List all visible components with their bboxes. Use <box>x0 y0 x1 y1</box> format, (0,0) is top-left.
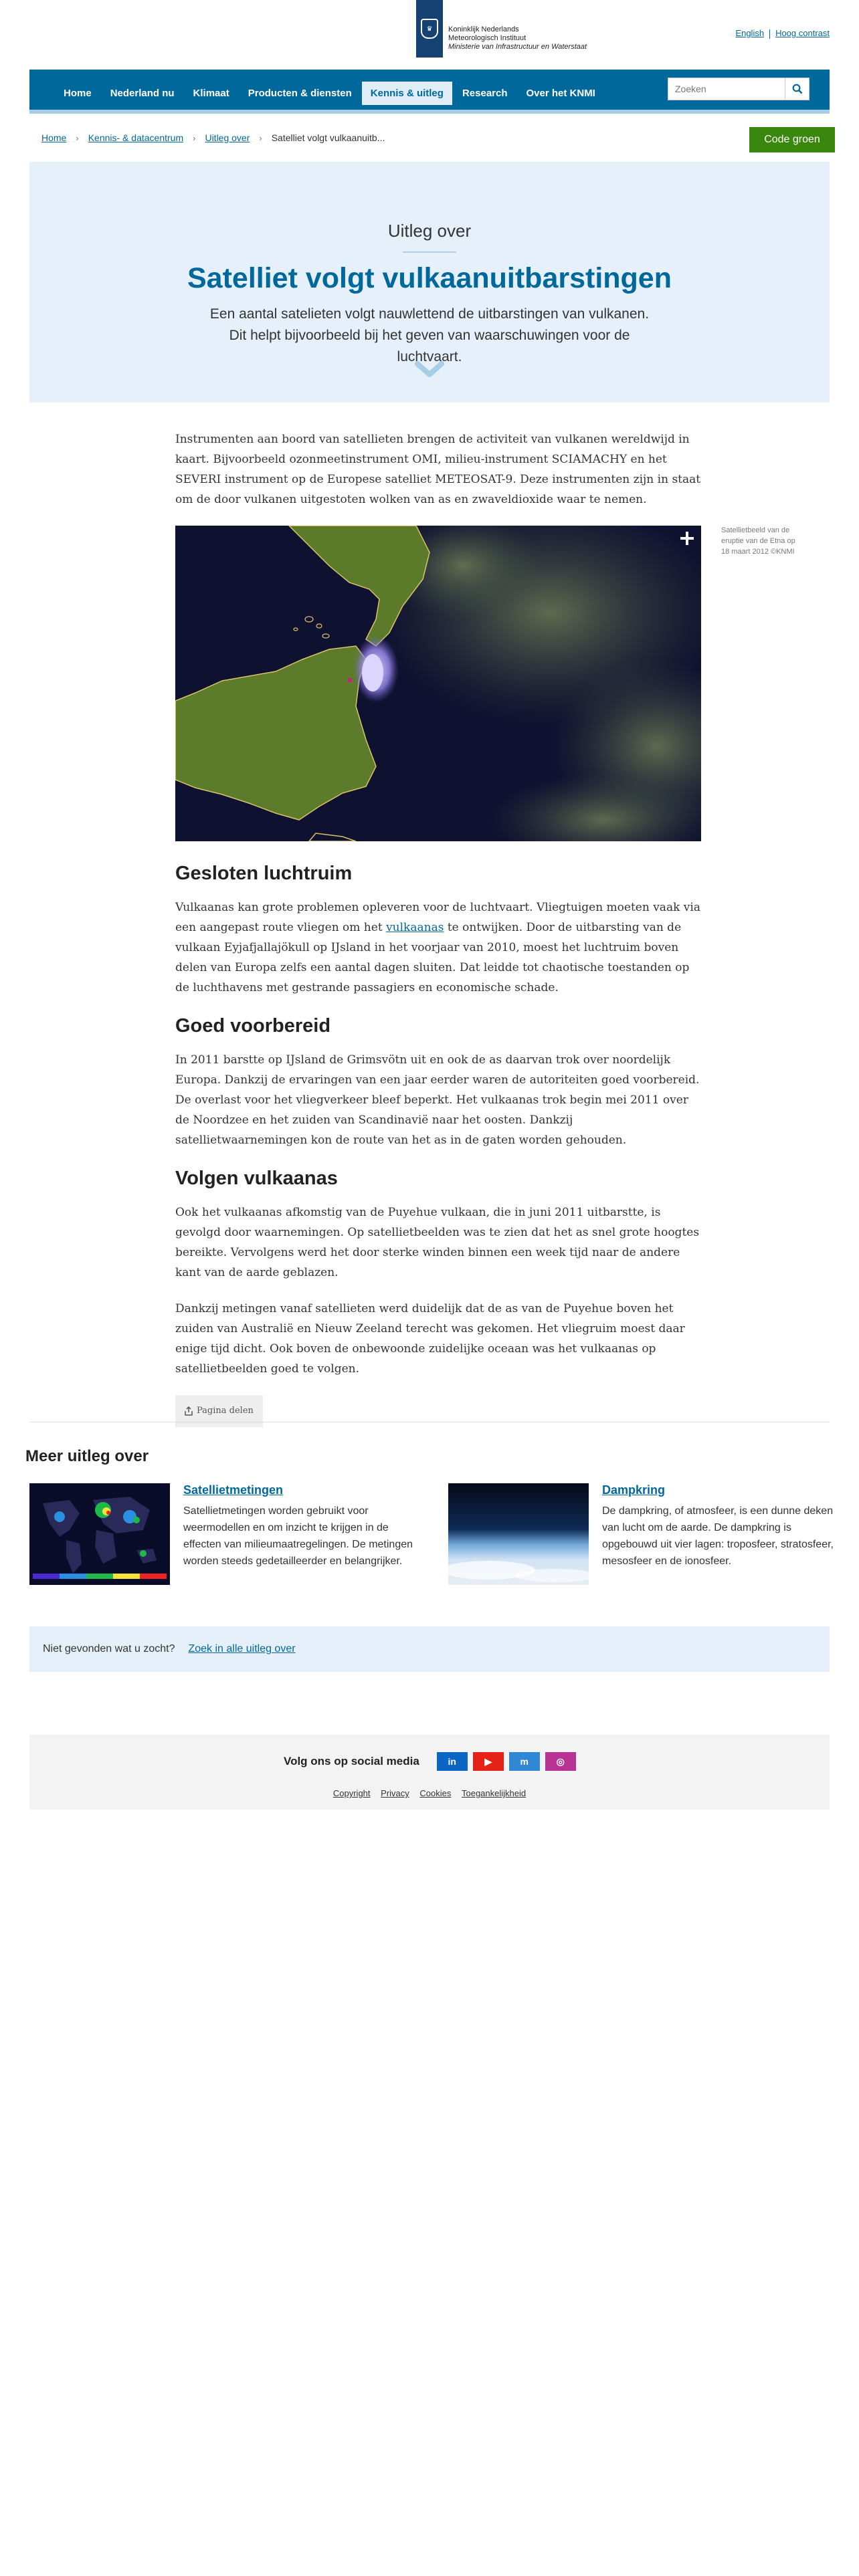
hero-divider <box>403 251 456 253</box>
atmosphere-thumbnail <box>448 1483 589 1585</box>
logo-emblem <box>416 0 443 58</box>
zoom-plus-icon[interactable] <box>678 530 696 547</box>
related-title: Meer uitleg over <box>25 1447 149 1465</box>
logo-text <box>448 25 587 51</box>
hero <box>29 162 830 403</box>
nav-item-producten[interactable]: Producten & diensten <box>248 88 352 99</box>
weather-code-button[interactable]: Code groen <box>749 127 835 152</box>
paragraph-text: te ontwijken. Door de uitbarsting van de vulkaan Eyjafjallajökull op IJsland in het voorjaar van 2010, moest het luchtruim boven delen van Europa zelfs een aantal dagen sluiten. Dat leidde tot chaotische toestanden op de luchthavens met gestrande passagiers en economische schade. <box>175 921 690 994</box>
vulkaanas-link[interactable]: vulkaanas <box>386 921 444 934</box>
knmi-logo[interactable] <box>416 0 587 58</box>
page-title: Satelliet volgt vulkaanuitbarstingen <box>187 262 672 294</box>
article-paragraph: In 2011 barstte op IJsland de Grimsvötn uit en ook de as daarvan trok over noordelijk Europa. Dankzij de ervaringen van een jaar eerder waren de autoriteiten goed voorbereid. De overlast voor het vliegverkeer bleef beperkt. Het vulkaanas trok begin mei 2011 over de Noordzee en het zuiden van Scandinavië naar het oosten. Dankzij satellietwaarnemingen kon de route van het as in de gaten worden gehouden. <box>175 1053 700 1147</box>
breadcrumb-home[interactable]: Home <box>41 132 67 143</box>
footer-link-toegankelijkheid[interactable]: Toegankelijkheid <box>461 1788 527 1798</box>
chevron-down-icon[interactable] <box>413 360 446 380</box>
main-navigation <box>29 70 830 114</box>
breadcrumb-uitleg[interactable]: Uitleg over <box>205 132 250 143</box>
chevron-right-icon: › <box>76 132 79 143</box>
card-link[interactable]: Satellietmetingen <box>183 1483 284 1497</box>
heading-volgen-vulkaanas: Volgen vulkaanas <box>175 1168 338 1189</box>
chevron-right-icon: › <box>259 132 262 143</box>
card-title <box>183 1483 417 1497</box>
paragraph-text: Vulkaanas kan grote problemen opleveren voor de luchtvaart. Vliegtuigen moeten vaak via een aangepast route vliegen om het <box>175 901 700 934</box>
world-map-thumbnail <box>29 1483 170 1585</box>
article <box>175 429 701 1427</box>
footer <box>29 1735 830 1810</box>
heading-gesloten-luchtruim: Gesloten luchtruim <box>175 863 353 884</box>
card-body <box>602 1483 836 1570</box>
social-label: Volg ons op social media <box>284 1755 419 1767</box>
crest-icon: ♛ <box>421 19 438 39</box>
image-caption: Satellietbeeld van de eruptie van de Etna op 18 maart 2012 ©KNMI <box>721 526 795 556</box>
top-bar <box>0 0 859 67</box>
card-text: Satellietmetingen worden gebruikt voor weermodellen en om inzicht te krijgen in de effecten van milieumaatregelingen. De metingen worden steeds gedetailleerder en belangrijker. <box>183 1505 413 1567</box>
card-title <box>602 1483 836 1497</box>
social-media <box>284 1752 581 1771</box>
article-paragraph: Instrumenten aan boord van satellieten brengen de activiteit van vulkanen wereldwijd in kaart. Bijvoorbeeld ozonmeetinstrument OMI, milieu-instrument SCIAMACHY en het SEVERI instrument op de Europese satelliet METEOSAT-9. Deze instrumenten zijn in staat om de door vulkanen uitgestoten wolken van as en zwaveldioxide waar te nemen. <box>175 433 701 506</box>
link-separator <box>769 29 770 39</box>
search-all-link[interactable]: Zoek in alle uitleg over <box>188 1643 296 1654</box>
footer-link-copyright[interactable]: Copyright <box>332 1788 371 1798</box>
youtube-icon[interactable]: ▶ <box>473 1752 504 1771</box>
hero-intro: Een aantal satelieten volgt nauwlettend de uitbarstingen van vulkanen. Dit helpt bijvoorbeeld bij het geven van waarschuwingen voor de luchtvaart. <box>209 306 650 364</box>
satellite-image[interactable] <box>175 526 701 841</box>
search-form <box>668 78 809 100</box>
instagram-icon[interactable]: ◎ <box>545 1752 576 1771</box>
logo-line-2: Meteorologisch Instituut <box>448 34 527 42</box>
search-icon <box>792 84 803 94</box>
search-button[interactable] <box>785 78 809 100</box>
article-paragraph: Dankzij metingen vanaf satellieten werd duidelijk dat de as van de Puyehue boven het zuiden van Australië en Nieuw Zeeland terecht was gekomen. Het vliegruim moest daar enige tijd dicht. Ook boven de onbewoonde zuidelijke oceaan was het vulkaanas op satellietbeelden goed te volgen. <box>175 1302 685 1376</box>
logo-line-1: Koninklijk Nederlands <box>448 25 519 33</box>
nav-item-nederland-nu[interactable]: Nederland nu <box>110 88 175 99</box>
not-found-text: Niet gevonden wat u zocht? <box>43 1643 175 1654</box>
nav-item-klimaat[interactable]: Klimaat <box>193 88 229 99</box>
card-link[interactable]: Dampkring <box>602 1483 666 1497</box>
share-icon <box>185 1406 193 1416</box>
search-input[interactable] <box>668 78 785 100</box>
english-link[interactable]: English <box>735 28 765 38</box>
not-found-banner <box>29 1626 830 1672</box>
footer-links <box>29 1788 830 1798</box>
heading-goed-voorbereid: Goed voorbereid <box>175 1015 331 1037</box>
linkedin-icon[interactable]: in <box>437 1752 468 1771</box>
footer-link-privacy[interactable]: Privacy <box>381 1788 409 1798</box>
etna-satellite-map <box>175 526 701 841</box>
breadcrumb-kennis[interactable]: Kennis- & datacentrum <box>88 132 184 143</box>
nav-item-research[interactable]: Research <box>462 88 508 99</box>
nav-item-home[interactable]: Home <box>64 88 92 99</box>
top-links <box>735 28 830 39</box>
breadcrumb <box>41 132 385 143</box>
high-contrast-link[interactable]: Hoog contrast <box>775 28 830 38</box>
nav-item-kennis[interactable]: Kennis & uitleg <box>362 82 452 105</box>
card-text: De dampkring, of atmosfeer, is een dunne deken van lucht om de aarde. De dampkring is opgebouwd uit vier lagen: troposfeer, stratosfeer, mesosfeer en de ionosfeer. <box>602 1505 834 1567</box>
nav-item-over-knmi[interactable]: Over het KNMI <box>526 88 595 99</box>
breadcrumb-current: Satelliet volgt vulkaanuitb... <box>271 132 385 143</box>
card-body <box>183 1483 417 1570</box>
logo-line-3: Ministerie van Infrastructuur en Waterstaat <box>448 43 587 51</box>
chevron-right-icon: › <box>193 132 196 143</box>
footer-link-cookies[interactable]: Cookies <box>419 1788 452 1798</box>
nav-items <box>55 82 605 105</box>
article-paragraph: Ook het vulkaanas afkomstig van de Puyehue vulkaan, die in juni 2011 uitbarstte, is gevolgd door waarnemingen. Op satellietbeelden was te zien dat het as snel grote hoogtes bereikte. Vervolgens werd het door sterke winden binnen een week tijd naar de andere kant van de aarde geblazen. <box>175 1206 700 1279</box>
mastodon-icon[interactable]: m <box>509 1752 540 1771</box>
hero-kicker: Uitleg over <box>387 221 472 241</box>
article-paragraph <box>175 897 701 998</box>
share-label: Pagina delen <box>197 1406 254 1416</box>
